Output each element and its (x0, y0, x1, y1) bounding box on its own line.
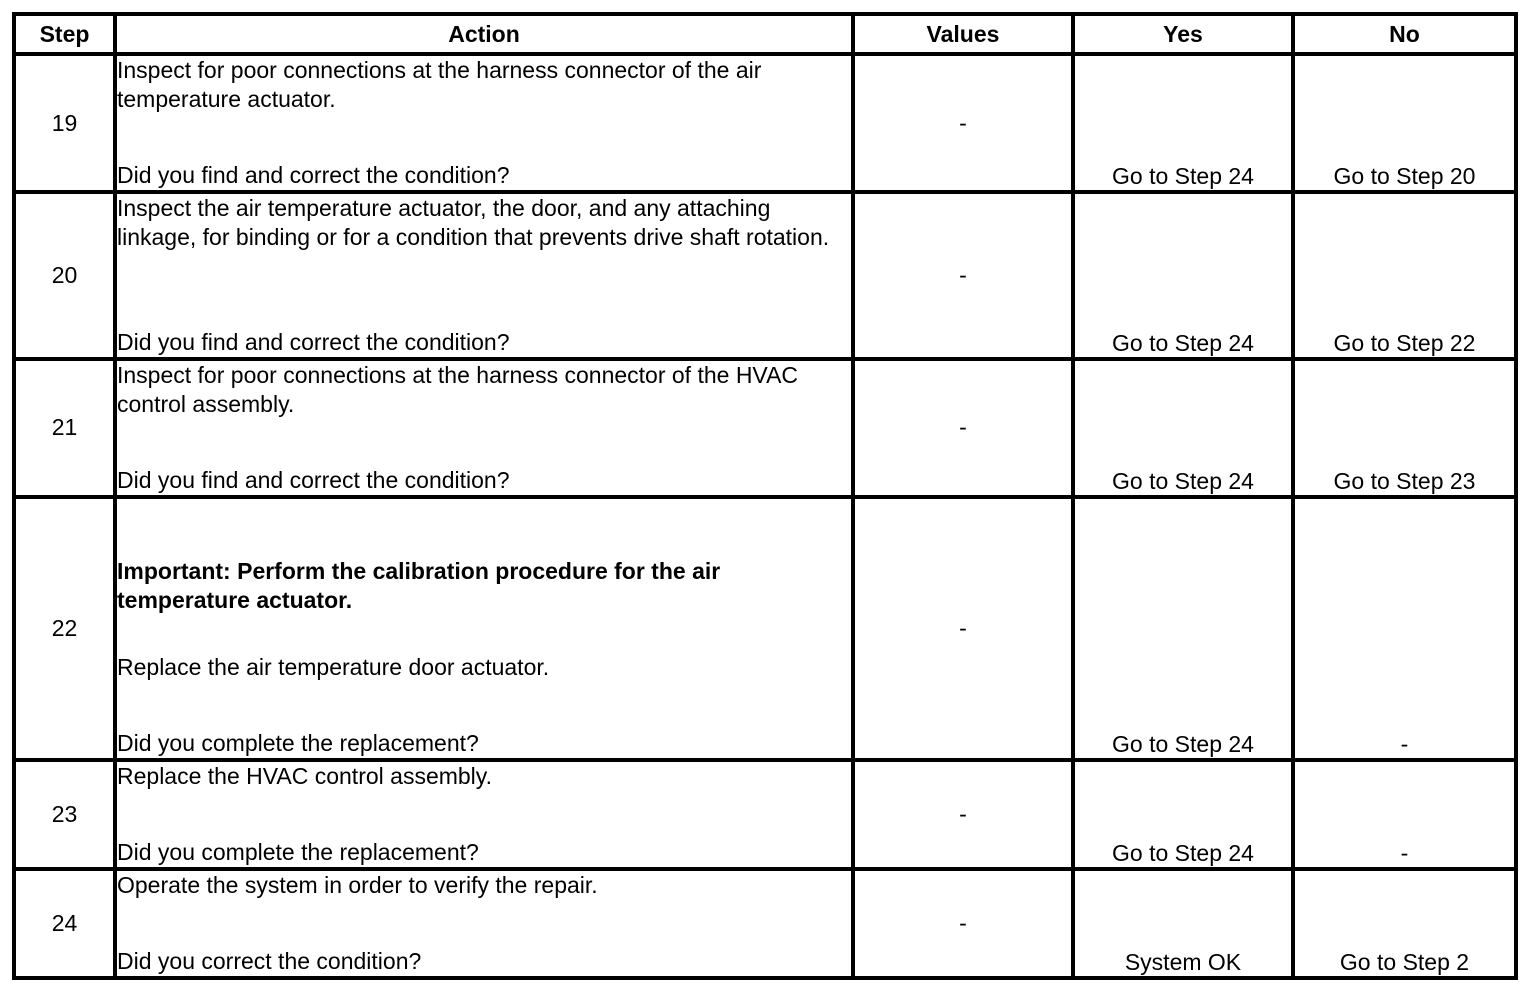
header-no: No (1293, 14, 1516, 54)
yes-cell: Go to Step 24 (1073, 497, 1293, 760)
yes-cell: Go to Step 24 (1073, 760, 1293, 869)
action-text: Inspect for poor connections at the harness connector of the HVAC control assembly. (117, 361, 799, 417)
action-question: Did you complete the replacement? (117, 729, 479, 756)
yes-cell: Go to Step 24 (1073, 54, 1293, 192)
table-row (14, 359, 1516, 497)
header-values: Values (853, 14, 1073, 54)
action-text: Inspect the air temperature actuator, the door, and any attaching linkage, for binding or for a condition that prevents drive shaft rotation. (117, 195, 830, 251)
no-cell: Go to Step 22 (1293, 192, 1516, 358)
action-cell (115, 359, 853, 497)
action-question: Did you correct the condition? (117, 948, 422, 974)
step-number: 23 (14, 760, 115, 869)
yes-cell: Go to Step 24 (1073, 359, 1293, 497)
action-cell (115, 192, 853, 358)
header-yes: Yes (1073, 14, 1293, 54)
table-row (14, 497, 1516, 760)
no-cell: Go to Step 2 (1293, 869, 1516, 978)
action-text: Operate the system in order to verify the repair. (117, 871, 598, 898)
action-cell (115, 54, 853, 192)
values-cell: - (853, 869, 1073, 978)
diagnostic-table (12, 12, 1518, 980)
action-cell (115, 869, 853, 978)
action-cell (115, 760, 853, 869)
header-step: Step (14, 14, 115, 54)
step-number: 20 (14, 192, 115, 358)
step-number: 19 (14, 54, 115, 192)
important-note: Important: Perform the calibration procedure for the air temperature actuator. (117, 557, 721, 613)
action-question: Did you find and correct the condition? (117, 162, 510, 189)
action-question: Did you find and correct the condition? (117, 328, 510, 355)
action-text: Inspect for poor connections at the harness connector of the air temperature actuator. (117, 57, 762, 112)
step-number: 22 (14, 497, 115, 760)
values-cell: - (853, 359, 1073, 497)
table-row (14, 869, 1516, 978)
action-cell (115, 497, 853, 760)
action-question: Did you find and correct the condition? (117, 466, 510, 493)
step-number: 21 (14, 359, 115, 497)
values-cell: - (853, 192, 1073, 358)
yes-cell: Go to Step 24 (1073, 192, 1293, 358)
step-number: 24 (14, 869, 115, 978)
yes-cell: System OK (1073, 869, 1293, 978)
values-cell: - (853, 760, 1073, 869)
action-question: Did you complete the replacement? (117, 838, 479, 865)
table-row (14, 192, 1516, 358)
no-cell: Go to Step 20 (1293, 54, 1516, 192)
no-cell: - (1293, 760, 1516, 869)
no-cell: Go to Step 23 (1293, 359, 1516, 497)
header-action: Action (115, 14, 853, 54)
action-text: Replace the HVAC control assembly. (117, 762, 492, 789)
no-cell: - (1293, 497, 1516, 760)
table-row (14, 760, 1516, 869)
values-cell: - (853, 54, 1073, 192)
header-row (14, 14, 1516, 54)
action-text: Replace the air temperature door actuator. (117, 653, 550, 680)
values-cell: - (853, 497, 1073, 760)
table-row (14, 54, 1516, 192)
